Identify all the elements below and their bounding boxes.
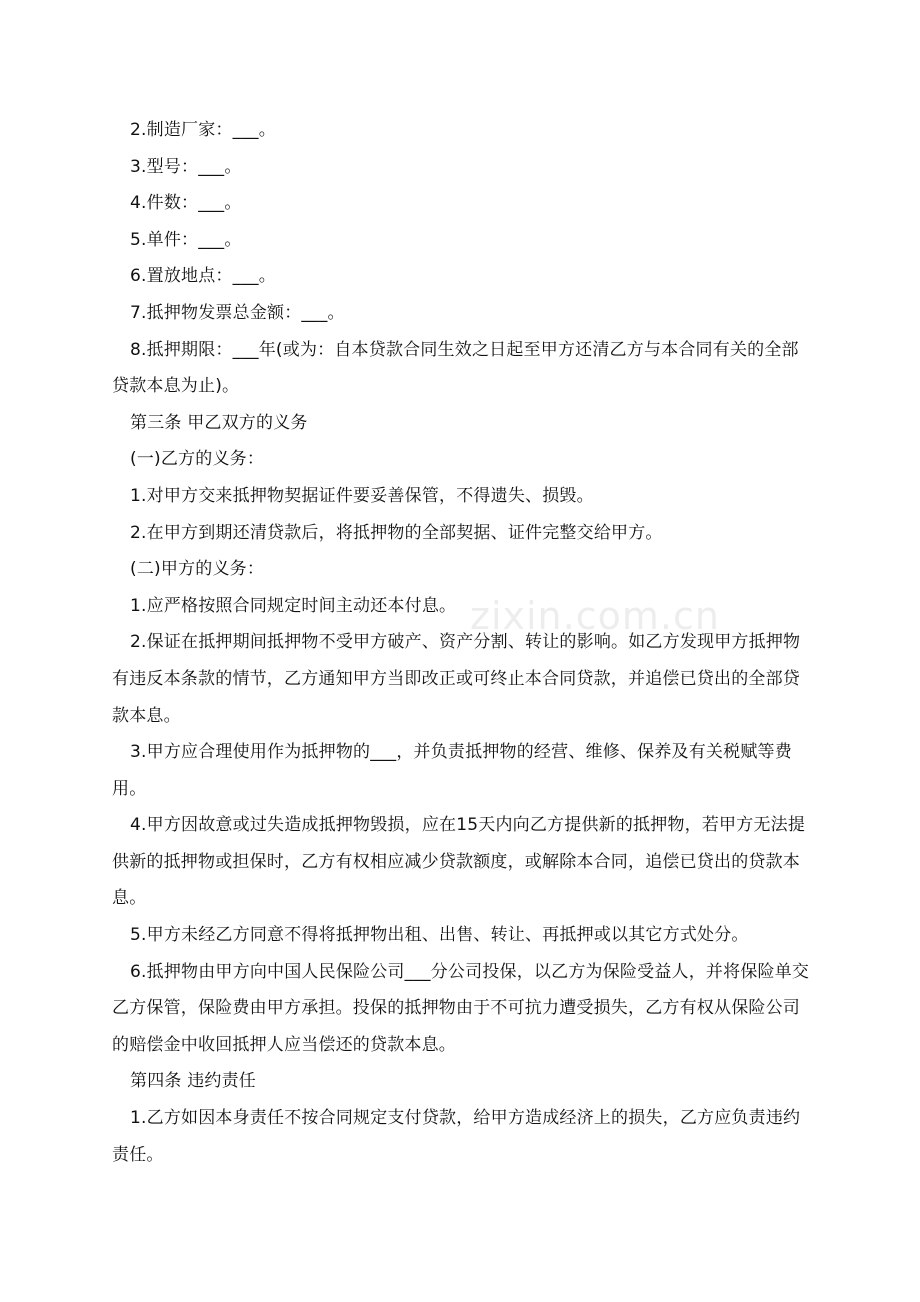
party-a-obligations-heading: (二)甲方的义务： — [130, 559, 265, 580]
clause-model: 3.型号：___。 — [130, 156, 242, 177]
party-a-obligation-3: 3.甲方应合理使用作为抵押物的___，并负责抵押物的经营、维修、保养及有关税赋等费用。 — [112, 742, 792, 799]
party-a-obligation-2: 2.保证在抵押期间抵押物不受甲方破产、资产分割、转让的影响。如乙方发现甲方抵押物有违反本条款的情节，乙方通知甲方当即改正或可终止本合同贷款，并追偿已贷出的全部贷款本息。 — [112, 632, 801, 726]
clause-unit: 5.单件：___。 — [130, 229, 242, 250]
party-a-obligation-4: 4.甲方因故意或过失造成抵押物毁损，应在15天内向乙方提供新的抵押物，若甲方无法提供新的抵押物或担保时，乙方有权相应减少贷款额度，或解除本合同，追偿已贷出的贷款本息。 — [112, 815, 806, 909]
party-b-obligation-2: 2.在甲方到期还清贷款后，将抵押物的全部契据、证件完整交给甲方。 — [130, 522, 663, 543]
party-b-obligation-1: 1.对甲方交来抵押物契据证件要妥善保管，不得遗失、损毁。 — [130, 485, 594, 506]
clause-manufacturer: 2.制造厂家：___。 — [130, 120, 276, 140]
liability-clause-1: 1.乙方如因本身责任不按合同规定支付贷款，给甲方造成经济上的损失，乙方应负责违约责任。 — [112, 1108, 801, 1165]
clause-location: 6.置放地点：___。 — [130, 266, 276, 287]
party-a-obligation-1: 1.应严格按照合同规定时间主动还本付息。 — [130, 595, 457, 616]
party-b-obligations-heading: (一)乙方的义务： — [130, 449, 265, 470]
watermark: zixin.com.cn — [470, 594, 720, 638]
party-a-obligation-6: 6.抵押物由甲方向中国人民保险公司___分公司投保，以乙方为保险受益人，并将保险单交乙方保管，保险费由甲方承担。投保的抵押物由于不可抗力遭受损失，乙方有权从保险公司的赔偿金中收回抵押人应当偿还的贷款本息。 — [112, 961, 810, 1055]
clause-quantity: 4.件数：___。 — [130, 193, 242, 214]
clause-mortgage-term: 8.抵押期限：___年(或为：自本贷款合同生效之日起至甲方还清乙方与本合同有关的全部贷款本息为止)。 — [112, 339, 799, 397]
clause-invoice-amount: 7.抵押物发票总金额：___。 — [130, 302, 345, 323]
document-body — [112, 112, 812, 1173]
article-3-heading: 第三条 甲乙双方的义务 — [130, 412, 308, 433]
party-a-obligation-5: 5.甲方未经乙方同意不得将抵押物出租、出售、转让、再抵押或以其它方式处分。 — [130, 925, 749, 946]
article-4-heading: 第四条 违约责任 — [130, 1071, 257, 1092]
